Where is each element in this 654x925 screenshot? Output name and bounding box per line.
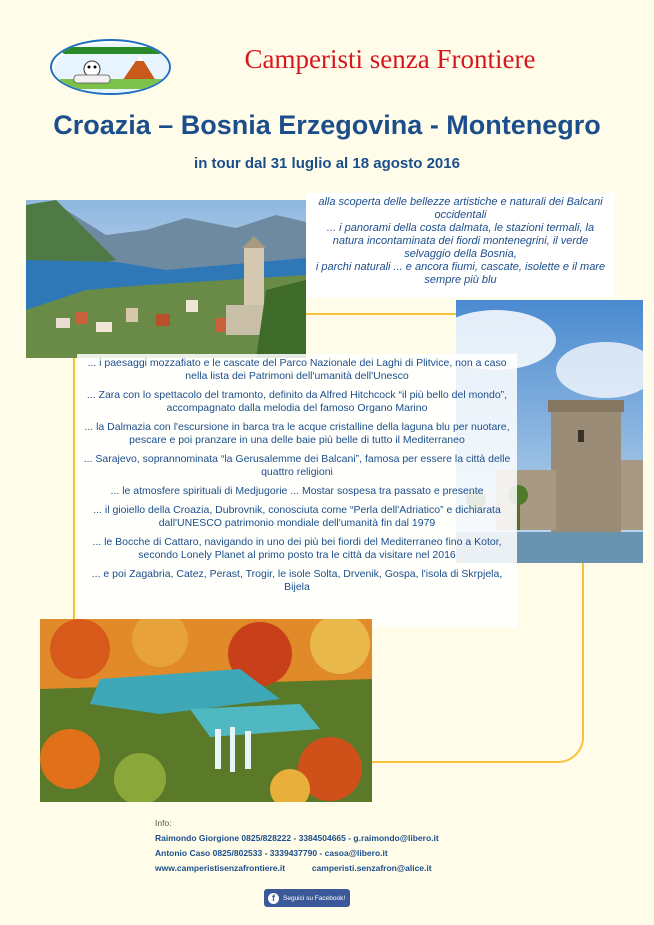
- organization-title: Camperisti senza Frontiere: [244, 44, 536, 74]
- highlight-item: ... e poi Zagabria, Catez, Perast, Trogir, le isole Solta, Drvenik, Gospa, l'isola di Skrpjela, Bijela: [91, 568, 503, 593]
- web-contacts: [155, 861, 555, 876]
- tour-dates: in tour dal 31 luglio al 18 agosto 2016: [194, 155, 460, 172]
- kotor-bay-photo: [26, 200, 306, 358]
- highlight-item: ... il gioiello della Croazia, Dubrovnik, conosciuta come “Perla dell'Adriatico” e dichiarata dall'UNESCO patrimonio mondiale dell'umanità fin dal 1979: [93, 504, 501, 529]
- intro-text-box: [306, 193, 615, 297]
- contact-line: Antonio Caso 0825/802533 - 3339437790 - casoa@libero.it: [155, 848, 388, 858]
- page-title: Croazia – Bosnia Erzegovina - Montenegro: [53, 110, 601, 140]
- highlight-item: ... la Dalmazia con l'escursione in barca tra le acque cristalline della laguna blu per nuotare, pescare e poi pranzare in una delle baie più belle di tutto il Mediterraneo: [84, 421, 510, 446]
- facebook-icon: f: [268, 893, 279, 904]
- highlight-item: ... le Bocche di Cattaro, navigando in uno dei più bei fiordi del Mediterraneo fino a Kotor, secondo Lonely Planet al primo posto tra le città da visitare nel 2016: [92, 536, 502, 561]
- plitvice-lakes-photo: [40, 619, 372, 802]
- intro-line: alla scoperta delle bellezze artistiche e naturali dei Balcani occidentali: [318, 196, 603, 221]
- highlight-item: ... Zara con lo spettacolo del tramonto, definito da Alfred Hitchcock “il più bello del mondo”, accompagnato dalla melodia del famoso Organo Marino: [86, 389, 508, 414]
- facebook-button-label: Seguici su Facebook!: [283, 894, 346, 902]
- contact-line: Raimondo Giorgione 0825/828222 - 3384504665 - g.raimondo@libero.it: [155, 833, 439, 843]
- intro-line: i parchi naturali ... e ancora fiumi, cascate, isolette e il mare sempre più blu: [315, 261, 606, 286]
- facebook-follow-button[interactable]: [264, 889, 350, 907]
- club-logo: [50, 39, 171, 95]
- highlight-item: ... Sarajevo, soprannominata “la Gerusalemme dei Balcani”, famosa per essere la città delle quattro religioni: [83, 453, 511, 478]
- highlight-item: ... le atmosfere spirituali di Medjugorie ... Mostar sospesa tra passato e presente: [110, 485, 484, 497]
- info-label: Info:: [155, 818, 172, 828]
- website-link[interactable]: www.camperistisenzafrontiere.it: [155, 863, 286, 873]
- contact-info: [155, 816, 555, 876]
- intro-line: ... i panorami della costa dalmata, le stazioni termali, la natura incontaminata dei fiordi montenegrini, il verde selvaggio della Bosnia,: [326, 222, 595, 260]
- email-link[interactable]: camperisti.senzafron@alice.it: [311, 863, 432, 873]
- highlight-item: ... i paesaggi mozzafiato e le cascate del Parco Nazionale dei Laghi di Plitvice, non a caso nella lista dei Patrimoni dell'umanità dell'Unesco: [87, 357, 507, 382]
- highlights-text-box: [77, 354, 517, 627]
